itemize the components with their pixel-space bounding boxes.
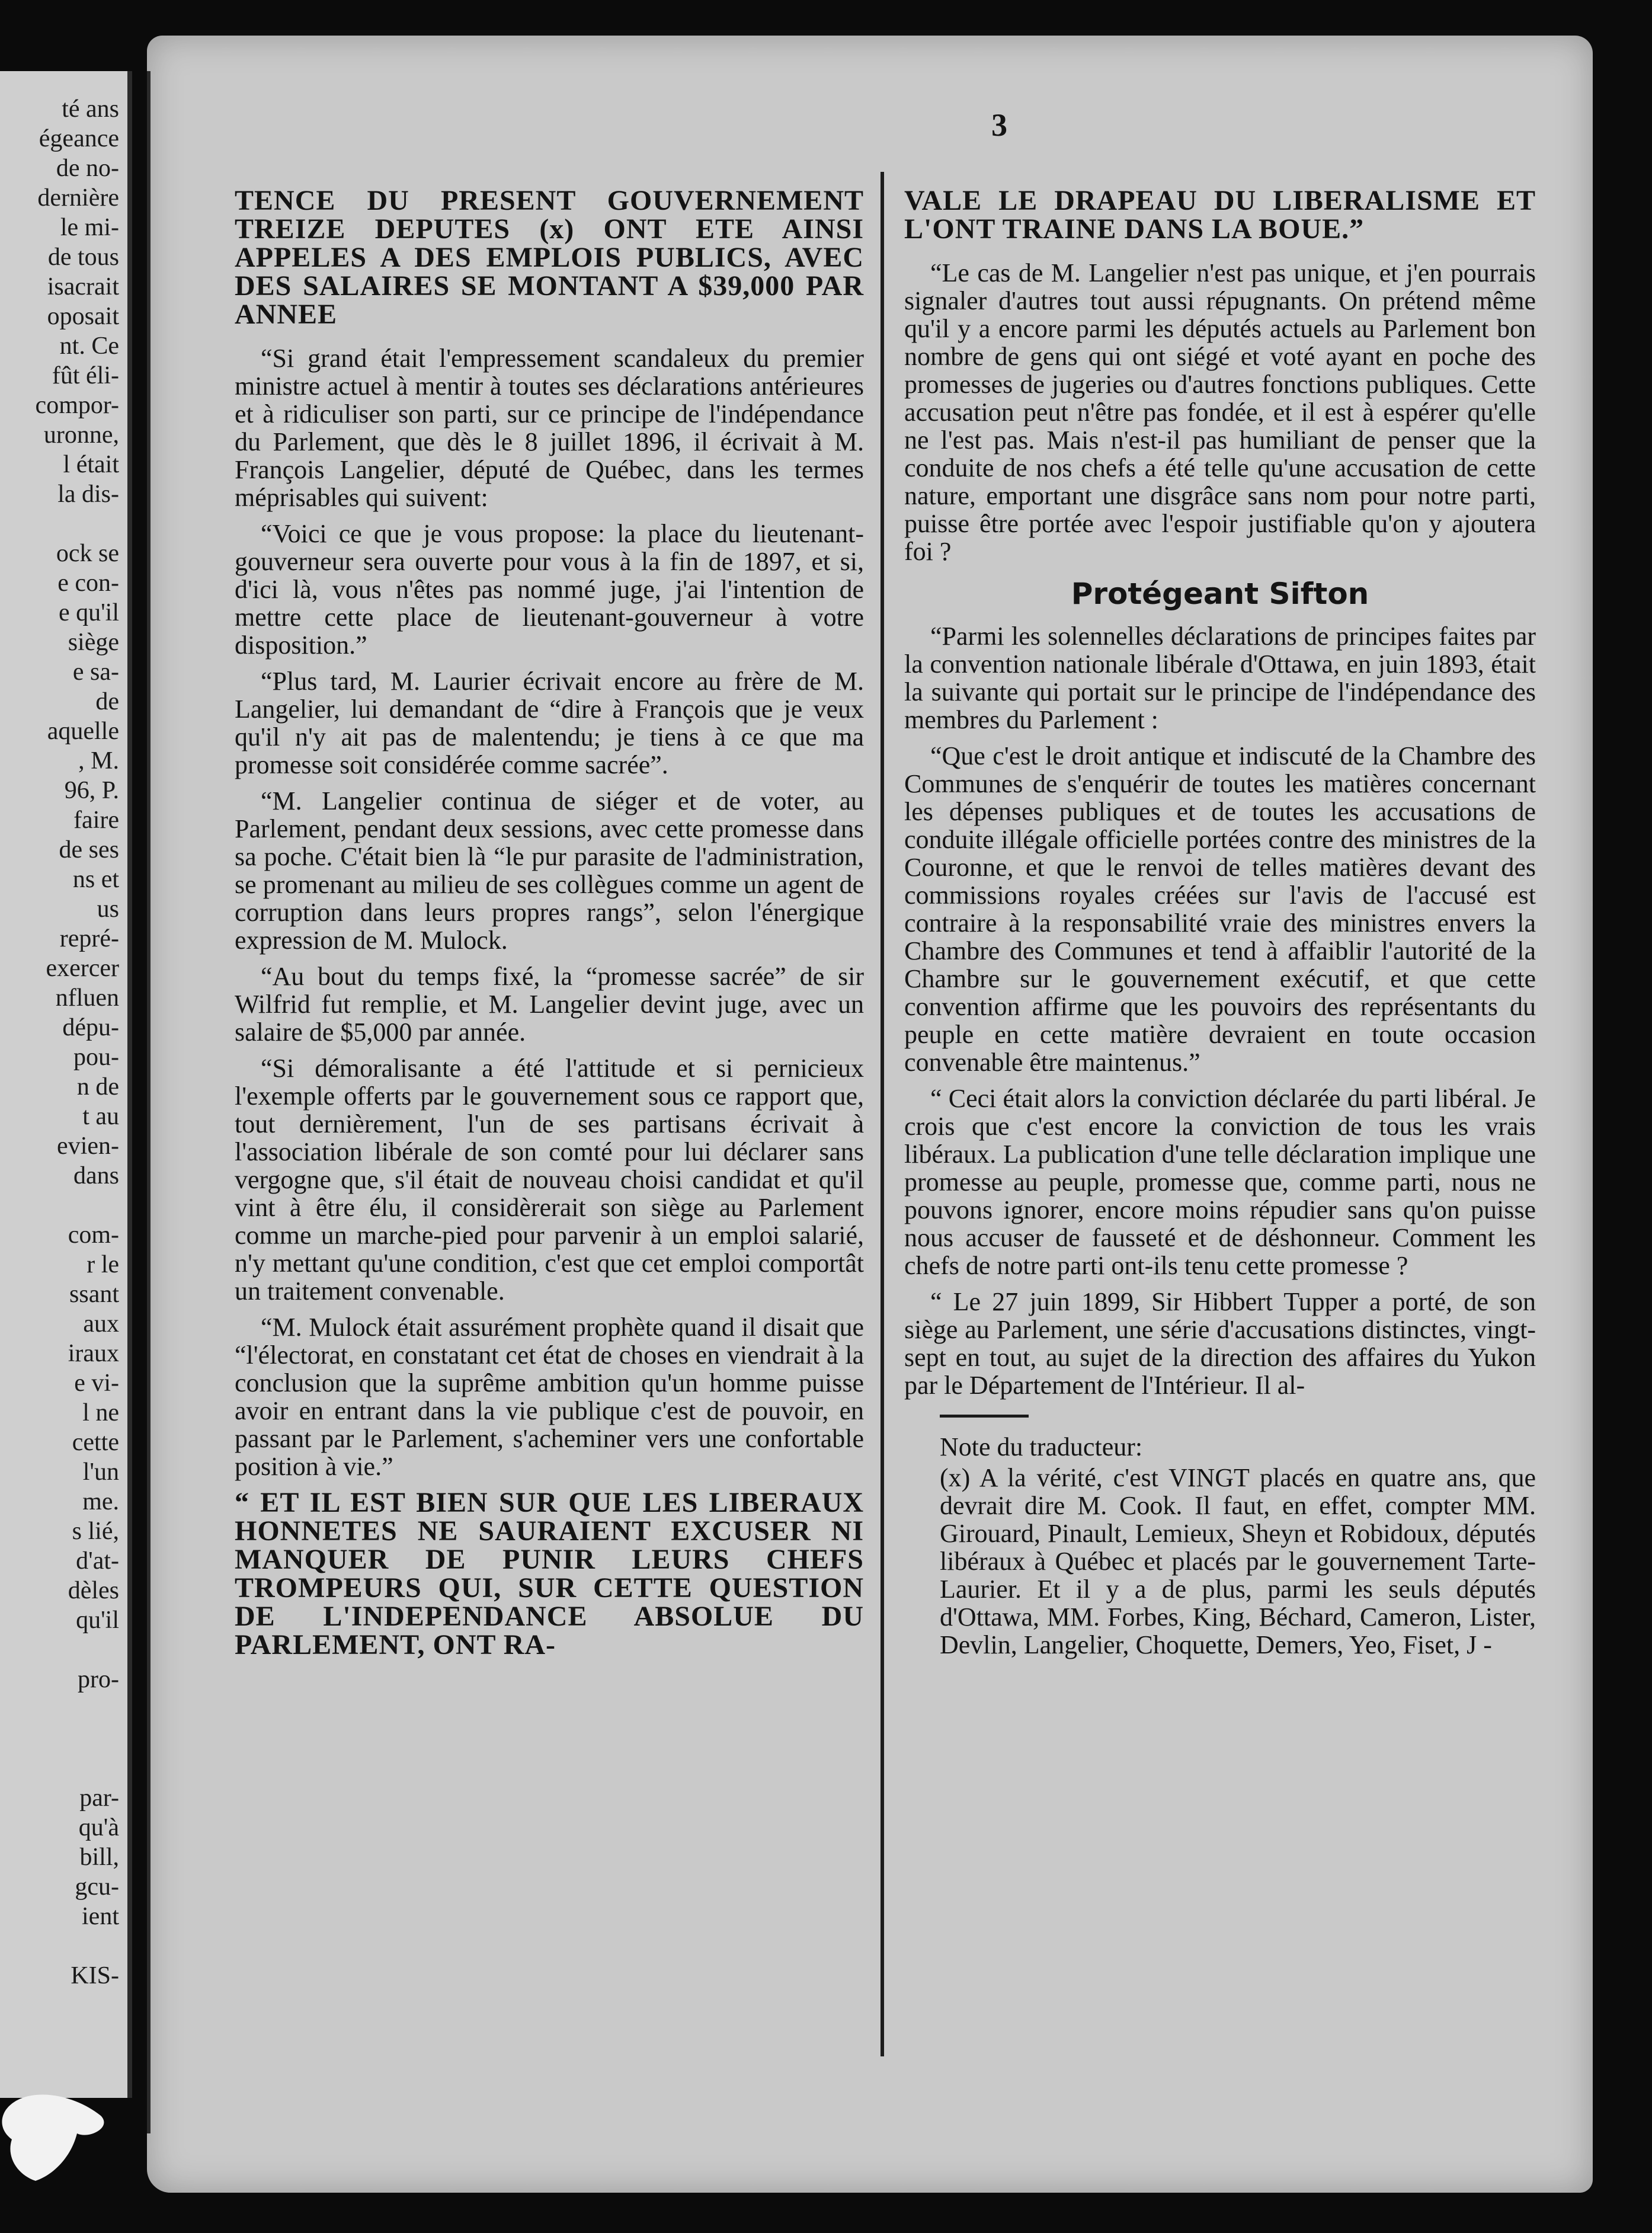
adjacent-text-fragment: faire — [73, 807, 119, 834]
adjacent-text-fragment: té ans — [62, 95, 119, 123]
adjacent-text-fragment: s lié, — [72, 1518, 119, 1545]
adjacent-text-fragment: le mi- — [60, 214, 119, 241]
page-number: 3 — [991, 107, 1007, 143]
adjacent-text-fragment: nfluen — [55, 984, 119, 1012]
adjacent-text-fragment: aquelle — [47, 718, 119, 745]
adjacent-text-fragment: dépu- — [62, 1014, 119, 1041]
column-divider — [881, 172, 884, 2056]
closing-caps: “ ET IL EST BIEN SUR QUE LES LIBERAUX HONNETES NE SAURAIENT EXCUSER NI MANQUER DE PUNIR LEURS CHEFS TROMPEURS QUI, SUR CETTE QUESTION DE L'INDEPENDANCE ABSOLUE DU PARLEMENT, ONT RA- — [235, 1487, 864, 1661]
adjacent-text-fragment: e qu'il — [58, 599, 119, 626]
adjacent-text-fragment: dernière — [37, 184, 119, 212]
adjacent-text-fragment: 96, P. — [64, 777, 119, 804]
footnote-title: Note du traducteur: — [940, 1432, 1143, 1461]
adjacent-text-fragment: uronne, — [43, 421, 119, 449]
footnote-body: (x) A la vérité, c'est VINGT placés en quatre ans, que devrait dire M. Cook. Il faut, en effet, compter MM. Girouard, Pinault, Lemieux, Sheyn et Robidoux, députés libéraux à Québec et placés par le gouvernement Tarte-Laurier. Et il y a de plus, parmi les seuls députés d'Ottawa, MM. Forbes, King, Béchard, Cameron, Lister, Devlin, Langelier, Choquette, Demers, Yeo, Fiset, J - — [940, 1463, 1536, 1659]
adjacent-text-fragment: ient — [82, 1903, 119, 1930]
adjacent-text-fragment: de — [95, 688, 119, 715]
adjacent-text-fragment: siège — [68, 629, 119, 656]
adjacent-text-fragment: nt. Ce — [59, 332, 119, 360]
adjacent-text-fragment: par- — [79, 1784, 119, 1812]
adjacent-text-fragment: e sa- — [72, 658, 119, 686]
adjacent-text-fragment: d'at- — [76, 1547, 119, 1575]
paragraph: “Que c'est le droit antique et indiscuté de la Chambre des Communes de s'enquérir de toutes les matières concernant les dépenses publiques et de toutes les accusations de conduite illégale officielle portées contre des ministres de la Couronne, et que le renvoi de telles matières devant des commissions royales créées sur l'avis de l'accusé est contraire à la responsabilité vraie des ministres envers la Chambre des Communes et tend à affaiblir l'autorité de la Chambre sur le gouvernement exécutif, et que cette convention affirme que les pouvoirs des représentants du peuple en cette matière devraient en toute occasion convenable être maintenus.” — [904, 741, 1536, 1077]
adjacent-page-fragment — [0, 71, 132, 2098]
adjacent-text-fragment: com- — [68, 1221, 119, 1249]
adjacent-text-fragment: fût éli- — [52, 362, 119, 389]
left-column — [235, 187, 864, 1675]
paragraph: “ Ceci était alors la conviction déclarée du parti libéral. Je crois que c'est encore la conviction de tous les vrais libéraux. La publication d'une telle déclaration implique une promesse au peuple, promesse que, comme parti, nous ne pouvons ignorer, encore moins répudier sans qu'on puisse nous accuser de fausseté et de déshonneur. Comment les chefs de notre parti ont-ils tenu cette promesse ? — [904, 1084, 1536, 1280]
adjacent-text-fragment: cette — [72, 1429, 119, 1456]
right-column — [904, 187, 1536, 1659]
adjacent-text-fragment: isacrait — [47, 273, 119, 300]
adjacent-text-fragment: , M. — [78, 747, 119, 775]
paragraph: “Parmi les solennelles déclarations de principes faites par la convention nationale libérale d'Ottawa, en juin 1893, était la suivante qui portait sur le principe de l'indépendance des membres du Parlement : — [904, 622, 1536, 734]
adjacent-text-fragment: gcu- — [75, 1873, 119, 1901]
adjacent-text-fragment: exercer — [46, 955, 119, 982]
adjacent-text-fragment: égeance — [39, 125, 119, 152]
adjacent-text-fragment: ssant — [69, 1281, 119, 1308]
adjacent-text-fragment: l'un — [82, 1458, 119, 1486]
adjacent-text-fragment: dèles — [68, 1577, 119, 1604]
adjacent-text-fragment: repré- — [59, 925, 119, 952]
paragraph: “Le cas de M. Langelier n'est pas unique, et j'en pourrais signaler d'autres tout aussi répugnants. On prétend même qu'il y a encore parmi les députés actuels au Parlement bon nombre de gens qui ont siégé et voté ayant en poche des promesses de jugeries ou d'autres fonctions publiques. Cette accusation peut n'être pas fondée, et il est à espérer qu'elle ne l'est pas. Mais n'est-il pas humiliant de penser que la conduite de nos chefs a été telle qu'une accusation de cette nature, emportant une disgrâce sans nom pour notre parti, puisse être portée avec l'espoir justifiable qu'on y ajoutera foi ? — [904, 258, 1536, 566]
paragraph: “Si démoralisante a été l'attitude et si pernicieux l'exemple offerts par le gouvernement sous ce rapport que, tout dernièrement, l'un de ses partisans écrivait à l'association libérale de son comté pour lui déclarer sans vergogne que, s'il était de nouveau choisi candidat et qu'il vint à être élu, il considèrerait son siège au Parlement comme un marche-pied pour parvenir à un emploi salarié, n'y mettant qu'une condition, c'est que cet emploi comportât un traitement convenable. — [235, 1054, 864, 1306]
section-heading: Protégeant Sifton — [1071, 577, 1369, 611]
adjacent-text-fragment: compor- — [35, 392, 119, 419]
adjacent-text-fragment: l ne — [82, 1399, 119, 1426]
adjacent-text-fragment: ock se — [56, 540, 119, 567]
adjacent-text-fragment: pro- — [78, 1666, 119, 1693]
paragraph: “Si grand était l'empressement scandaleux du premier ministre actuel à mentir à toutes ses déclarations antérieures et à ridiculiser son parti, sur ce principe de l'indépendance du Parlement, que dès le 8 juillet 1896, il écrivait à M. François Langelier, député de Québec, dans les termes méprisables qui suivent: — [235, 344, 864, 512]
adjacent-text-fragment: la dis- — [57, 481, 119, 508]
adjacent-text-fragment: r le — [87, 1251, 119, 1278]
paragraph: “Plus tard, M. Laurier écrivait encore au frère de M. Langelier, lui demandant de “dire à François que je veux qu'il n'y ait pas de malentendu; je tiens à ce que ma promesse soit considérée comme sacrée”. — [235, 667, 864, 779]
adjacent-text-fragment: de tous — [47, 244, 119, 271]
adjacent-text-fragment: de no- — [56, 155, 119, 182]
paper-tear-mark — [0, 2074, 119, 2193]
caps-continuation: VALE LE DRAPEAU DU LIBERALISME ET L'ONT TRAINE DANS LA BOUE.” — [904, 185, 1536, 245]
adjacent-text-fragment: us — [97, 895, 119, 923]
adjacent-text-fragment: e vi- — [74, 1370, 119, 1397]
paragraph: “Voici ce que je vous propose: la place du lieutenant-gouverneur sera ouverte pour vous à la fin de 1897, et si, d'ici là, vous n'êtes pas nommé juge, j'ai l'intention de mettre cette place de lieutenant-gouverneur à votre disposition.” — [235, 519, 864, 660]
adjacent-text-fragment: KIS- — [71, 1962, 119, 1989]
adjacent-text-fragment: me. — [82, 1488, 119, 1515]
adjacent-text-fragment: t au — [82, 1103, 119, 1130]
adjacent-text-fragment: oposait — [47, 303, 119, 330]
adjacent-text-fragment: pou- — [73, 1044, 119, 1071]
adjacent-text-fragment: qu'il — [76, 1607, 119, 1634]
newspaper-page — [147, 36, 1593, 2193]
paragraph: “Au bout du temps fixé, la “promesse sacrée” de sir Wilfrid fut remplie, et M. Langelier devint juge, avec un salaire de $5,000 par année. — [235, 962, 864, 1047]
page-fold-shadow — [147, 71, 151, 2133]
paragraph: “ Le 27 juin 1899, Sir Hibbert Tupper a porté, de son siège au Parlement, une série d'accusations distinctes, vingt-sept en tout, au sujet de la direction des affaires du Yukon par le Département de l'Intérieur. Il al- — [904, 1287, 1536, 1400]
adjacent-text-fragment: qu'à — [78, 1814, 119, 1841]
headline-caps: TENCE DU PRESENT GOUVERNEMENT TREIZE DEPUTES (x) ONT ETE AINSI APPELES A DES EMPLOIS PUBLICS, AVEC DES SALAIRES SE MONTANT A $39,000 PAR ANNEE — [235, 185, 864, 330]
adjacent-text-fragment: de ses — [59, 836, 119, 863]
adjacent-text-fragment: e con- — [57, 570, 119, 597]
paragraph: “M. Langelier continua de siéger et de voter, au Parlement, pendant deux sessions, avec cette promesse dans sa poche. C'était bien là “le pur parasite de l'administration, se promenant au milieu de ses collègues comme un agent de corruption dans leurs propres rangs”, selon l'énergique expression de M. Mulock. — [235, 786, 864, 955]
adjacent-text-fragment: bill, — [79, 1844, 119, 1871]
adjacent-text-fragment: aux — [83, 1310, 119, 1338]
adjacent-text-fragment: ns et — [72, 866, 119, 893]
footnote-rule — [940, 1415, 1029, 1418]
adjacent-text-fragment: evien- — [57, 1133, 119, 1160]
adjacent-text-fragment: n de — [76, 1073, 119, 1100]
adjacent-text-fragment: iraux — [68, 1340, 119, 1367]
adjacent-text-fragment: dans — [73, 1162, 119, 1189]
paragraph: “M. Mulock était assurément prophète quand il disait que “l'électorat, en constatant cet état de choses en viendrait à la conclusion que la suprême ambition qu'un homme puisse avoir en entrant dans la vie publique c'est de pouvoir, en passant par le Parlement, s'acheminer vers une confortable position à vie.” — [235, 1313, 864, 1481]
adjacent-text-fragment: l était — [63, 451, 119, 478]
